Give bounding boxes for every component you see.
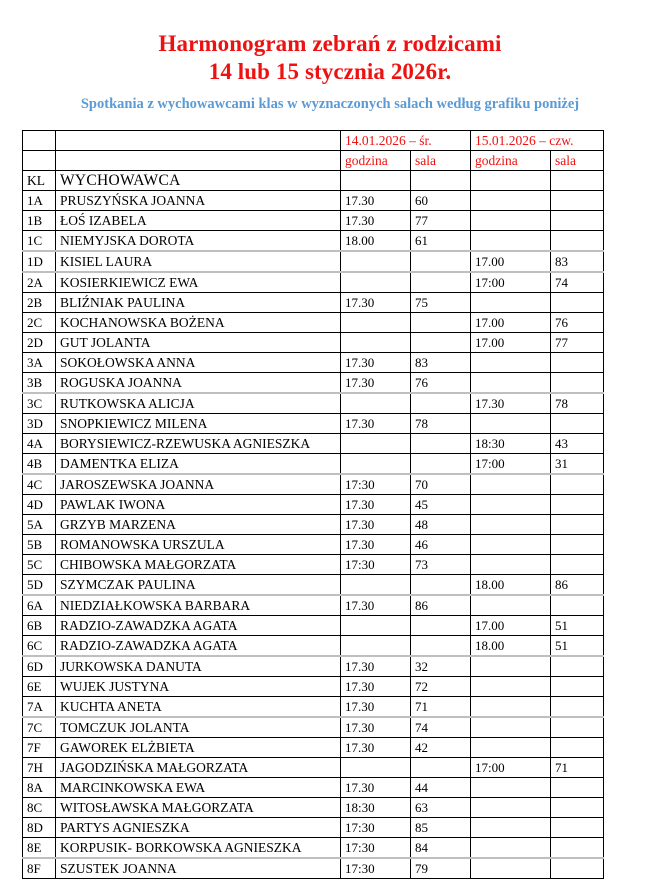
table-row — [23, 393, 604, 414]
room-day1-cell: 77 — [411, 211, 471, 231]
room-day2-cell — [551, 778, 604, 798]
hour-day2-cell: 17:00 — [471, 272, 551, 293]
teacher-cell: JAGODZIŃSKA MAŁGORZATA — [56, 758, 341, 778]
document-subtitle: Spotkania z wychowawcami klas w wyznaczonych salach według grafiku poniżej — [80, 96, 580, 112]
header-blank-s2 — [551, 171, 604, 191]
header-blank-teacher — [56, 131, 341, 151]
class-cell: 6A — [23, 595, 56, 616]
teacher-cell: SZUSTEK JOANNA — [56, 858, 341, 879]
class-cell: 1C — [23, 231, 56, 252]
hour-day1-cell: 17.30 — [341, 656, 411, 677]
room-day2-cell: 51 — [551, 636, 604, 657]
room-day2-cell — [551, 535, 604, 555]
room-day2-cell — [551, 211, 604, 231]
table-row — [23, 231, 604, 252]
teacher-cell: PAWLAK IWONA — [56, 495, 341, 515]
class-cell: 6D — [23, 656, 56, 677]
hour-day2-cell: 18:30 — [471, 434, 551, 454]
room-day1-cell: 73 — [411, 555, 471, 575]
teacher-cell: PRUSZYŃSKA JOANNA — [56, 191, 341, 211]
hour-day1-cell: 18:30 — [341, 798, 411, 818]
teacher-cell: ROGUSKA JOANNA — [56, 373, 341, 394]
room-day2-cell — [551, 656, 604, 677]
hour-day1-cell: 17:30 — [341, 818, 411, 838]
teacher-cell: SOKOŁOWSKA ANNA — [56, 353, 341, 373]
hour-day2-cell — [471, 474, 551, 495]
table-row — [23, 272, 604, 293]
header-blank-s1 — [411, 171, 471, 191]
room-day1-cell — [411, 575, 471, 596]
room-day1-cell: 79 — [411, 858, 471, 879]
hour-day1-cell: 17.30 — [341, 495, 411, 515]
room-day1-cell — [411, 272, 471, 293]
hour-day2-cell — [471, 353, 551, 373]
table-row — [23, 474, 604, 495]
hour-day1-cell: 17.30 — [341, 353, 411, 373]
class-cell: 8C — [23, 798, 56, 818]
table-row — [23, 595, 604, 616]
room-day2-cell — [551, 414, 604, 434]
room-day1-cell: 86 — [411, 595, 471, 616]
hour-day2-cell — [471, 211, 551, 231]
class-cell: 8D — [23, 818, 56, 838]
hour-day1-cell: 17.30 — [341, 595, 411, 616]
class-cell: 6B — [23, 616, 56, 636]
room-day1-cell: 71 — [411, 697, 471, 718]
room-day1-cell — [411, 251, 471, 272]
header-day-2: 15.01.2026 – czw. — [471, 131, 604, 151]
hour-day1-cell: 17.30 — [341, 211, 411, 231]
room-day2-cell: 78 — [551, 393, 604, 414]
room-day1-cell: 75 — [411, 293, 471, 313]
teacher-cell: GUT JOLANTA — [56, 333, 341, 353]
table-row — [23, 515, 604, 535]
teacher-cell: RUTKOWSKA ALICJA — [56, 393, 341, 414]
table-body — [23, 191, 604, 879]
hour-day2-cell: 18.00 — [471, 575, 551, 596]
table-row — [23, 636, 604, 657]
hour-day1-cell — [341, 333, 411, 353]
class-cell: 6C — [23, 636, 56, 657]
hour-day1-cell — [341, 636, 411, 657]
hour-day2-cell — [471, 293, 551, 313]
class-cell: 7C — [23, 717, 56, 738]
room-day1-cell: 70 — [411, 474, 471, 495]
teacher-cell: KISIEL LAURA — [56, 251, 341, 272]
table-row — [23, 555, 604, 575]
hour-day1-cell — [341, 758, 411, 778]
hour-day2-cell — [471, 555, 551, 575]
header-blank-h2 — [471, 171, 551, 191]
room-day1-cell: 60 — [411, 191, 471, 211]
hour-day2-cell — [471, 373, 551, 394]
title-block — [0, 0, 660, 86]
room-day1-cell — [411, 434, 471, 454]
teacher-cell: SNOPKIEWICZ MILENA — [56, 414, 341, 434]
teacher-cell: KORPUSIK- BORKOWSKA AGNIESZKA — [56, 838, 341, 859]
room-day1-cell: 61 — [411, 231, 471, 252]
class-cell: 2A — [23, 272, 56, 293]
table-row — [23, 778, 604, 798]
table-row — [23, 211, 604, 231]
teacher-cell: KUCHTA ANETA — [56, 697, 341, 718]
teacher-cell: NIEMYJSKA DOROTA — [56, 231, 341, 252]
table-row — [23, 293, 604, 313]
teacher-cell: MARCINKOWSKA EWA — [56, 778, 341, 798]
teacher-cell: ŁOŚ IZABELA — [56, 211, 341, 231]
header-teacher-label: WYCHOWAWCA — [56, 171, 341, 191]
room-day2-cell — [551, 717, 604, 738]
hour-day2-cell — [471, 595, 551, 616]
room-day1-cell: 83 — [411, 353, 471, 373]
teacher-cell: DAMENTKA ELIZA — [56, 454, 341, 475]
room-day2-cell — [551, 495, 604, 515]
room-day2-cell: 31 — [551, 454, 604, 475]
hour-day1-cell — [341, 251, 411, 272]
room-day1-cell: 63 — [411, 798, 471, 818]
hour-day1-cell: 17:30 — [341, 474, 411, 495]
hour-day2-cell — [471, 231, 551, 252]
hour-day2-cell — [471, 697, 551, 718]
schedule-table-wrapper — [22, 130, 603, 879]
hour-day1-cell: 17.30 — [341, 677, 411, 697]
room-day1-cell: 72 — [411, 677, 471, 697]
room-day2-cell: 77 — [551, 333, 604, 353]
class-cell: 2C — [23, 313, 56, 333]
room-day1-cell — [411, 636, 471, 657]
hour-day1-cell: 17.30 — [341, 293, 411, 313]
teacher-cell: TOMCZUK JOLANTA — [56, 717, 341, 738]
room-day1-cell — [411, 616, 471, 636]
class-cell: 7F — [23, 738, 56, 758]
hour-day2-cell — [471, 414, 551, 434]
hour-day2-cell — [471, 495, 551, 515]
hour-day1-cell: 17.30 — [341, 738, 411, 758]
hour-day1-cell: 17:30 — [341, 838, 411, 859]
table-row — [23, 434, 604, 454]
hour-day1-cell: 17.30 — [341, 191, 411, 211]
table-row — [23, 575, 604, 596]
teacher-cell: CHIBOWSKA MAŁGORZATA — [56, 555, 341, 575]
hour-day1-cell: 17.30 — [341, 697, 411, 718]
table-head — [23, 131, 604, 191]
hour-day2-cell — [471, 191, 551, 211]
table-row — [23, 677, 604, 697]
room-day2-cell — [551, 515, 604, 535]
teacher-cell: WUJEK JUSTYNA — [56, 677, 341, 697]
header-blank-teacher-2 — [56, 151, 341, 171]
hour-day1-cell — [341, 434, 411, 454]
hour-day2-cell: 17:00 — [471, 758, 551, 778]
hour-day1-cell: 17.30 — [341, 515, 411, 535]
hour-day2-cell: 17.00 — [471, 333, 551, 353]
room-day2-cell: 71 — [551, 758, 604, 778]
table-row — [23, 656, 604, 677]
class-cell: 8E — [23, 838, 56, 859]
header-blank-class-2 — [23, 151, 56, 171]
room-day2-cell: 74 — [551, 272, 604, 293]
document-title-line-1: Harmonogram zebrań z rodzicami — [158, 31, 502, 56]
room-day2-cell — [551, 555, 604, 575]
hour-day1-cell: 17:30 — [341, 555, 411, 575]
hour-day2-cell: 17.30 — [471, 393, 551, 414]
table-row — [23, 251, 604, 272]
room-day2-cell — [551, 838, 604, 859]
room-day1-cell: 76 — [411, 373, 471, 394]
room-day1-cell: 85 — [411, 818, 471, 838]
hour-day2-cell — [471, 656, 551, 677]
class-cell: 4C — [23, 474, 56, 495]
hour-day1-cell — [341, 393, 411, 414]
teacher-cell: KOSIERKIEWICZ EWA — [56, 272, 341, 293]
room-day2-cell — [551, 191, 604, 211]
teacher-cell: WITOSŁAWSKA MAŁGORZATA — [56, 798, 341, 818]
hour-day1-cell — [341, 272, 411, 293]
hour-day2-cell — [471, 535, 551, 555]
hour-day2-cell: 17.00 — [471, 313, 551, 333]
hour-day2-cell: 17.00 — [471, 616, 551, 636]
table-row — [23, 717, 604, 738]
room-day2-cell — [551, 231, 604, 252]
table-row — [23, 313, 604, 333]
teacher-cell: RADZIO-ZAWADZKA AGATA — [56, 636, 341, 657]
table-row — [23, 758, 604, 778]
header-blank-class — [23, 131, 56, 151]
hour-day1-cell: 17.30 — [341, 414, 411, 434]
class-cell: 1A — [23, 191, 56, 211]
room-day1-cell: 32 — [411, 656, 471, 677]
class-cell: 3C — [23, 393, 56, 414]
header-day-1: 14.01.2026 – śr. — [341, 131, 471, 151]
room-day1-cell: 45 — [411, 495, 471, 515]
table-row — [23, 191, 604, 211]
table-row — [23, 373, 604, 394]
teacher-cell: BORYSIEWICZ-RZEWUSKA AGNIESZKA — [56, 434, 341, 454]
table-row — [23, 798, 604, 818]
room-day1-cell: 44 — [411, 778, 471, 798]
hour-day2-cell — [471, 515, 551, 535]
hour-day1-cell — [341, 454, 411, 475]
document-title-line-2: 14 lub 15 stycznia 2026r. — [208, 59, 452, 84]
hour-day1-cell: 17.30 — [341, 778, 411, 798]
class-cell: 5B — [23, 535, 56, 555]
room-day2-cell — [551, 595, 604, 616]
class-cell: 1D — [23, 251, 56, 272]
hour-day1-cell — [341, 616, 411, 636]
hour-day1-cell: 17.30 — [341, 717, 411, 738]
room-day2-cell — [551, 818, 604, 838]
hour-day2-cell — [471, 798, 551, 818]
table-row — [23, 333, 604, 353]
room-day1-cell: 48 — [411, 515, 471, 535]
room-day2-cell: 51 — [551, 616, 604, 636]
class-cell: 4D — [23, 495, 56, 515]
room-day2-cell — [551, 474, 604, 495]
room-day1-cell: 46 — [411, 535, 471, 555]
class-cell: 4B — [23, 454, 56, 475]
header-hour-1: godzina — [341, 151, 411, 171]
teacher-cell: SZYMCZAK PAULINA — [56, 575, 341, 596]
hour-day1-cell: 18.00 — [341, 231, 411, 252]
teacher-cell: JURKOWSKA DANUTA — [56, 656, 341, 677]
hour-day1-cell: 17:30 — [341, 858, 411, 879]
room-day1-cell — [411, 454, 471, 475]
header-row-dates — [23, 131, 604, 151]
class-cell: 5C — [23, 555, 56, 575]
header-room-1: sala — [411, 151, 471, 171]
class-cell: 7H — [23, 758, 56, 778]
teacher-cell: JAROSZEWSKA JOANNA — [56, 474, 341, 495]
hour-day2-cell: 17:00 — [471, 454, 551, 475]
hour-day2-cell — [471, 838, 551, 859]
header-row-labels — [23, 171, 604, 191]
room-day2-cell — [551, 738, 604, 758]
table-row — [23, 858, 604, 879]
teacher-cell: RADZIO-ZAWADZKA AGATA — [56, 616, 341, 636]
header-room-2: sala — [551, 151, 604, 171]
table-row — [23, 495, 604, 515]
room-day1-cell: 78 — [411, 414, 471, 434]
teacher-cell: KOCHANOWSKA BOŻENA — [56, 313, 341, 333]
room-day1-cell — [411, 393, 471, 414]
room-day1-cell: 42 — [411, 738, 471, 758]
header-hour-2: godzina — [471, 151, 551, 171]
table-row — [23, 414, 604, 434]
table-row — [23, 738, 604, 758]
room-day2-cell: 76 — [551, 313, 604, 333]
hour-day2-cell — [471, 778, 551, 798]
table-row — [23, 697, 604, 718]
teacher-cell: GAWOREK ELŻBIETA — [56, 738, 341, 758]
class-cell: 2B — [23, 293, 56, 313]
header-blank-h1 — [341, 171, 411, 191]
hour-day2-cell: 17.00 — [471, 251, 551, 272]
teacher-cell: PARTYS AGNIESZKA — [56, 818, 341, 838]
teacher-cell: GRZYB MARZENA — [56, 515, 341, 535]
hour-day2-cell: 18.00 — [471, 636, 551, 657]
room-day1-cell — [411, 313, 471, 333]
hour-day1-cell — [341, 313, 411, 333]
room-day2-cell — [551, 677, 604, 697]
teacher-cell: BLIŹNIAK PAULINA — [56, 293, 341, 313]
hour-day2-cell — [471, 677, 551, 697]
hour-day1-cell: 17.30 — [341, 535, 411, 555]
room-day2-cell — [551, 798, 604, 818]
hour-day2-cell — [471, 738, 551, 758]
header-row-subcolumns — [23, 151, 604, 171]
room-day2-cell — [551, 373, 604, 394]
room-day2-cell — [551, 353, 604, 373]
class-cell: 5A — [23, 515, 56, 535]
class-cell: 7A — [23, 697, 56, 718]
hour-day2-cell — [471, 818, 551, 838]
teacher-cell: NIEDZIAŁKOWSKA BARBARA — [56, 595, 341, 616]
class-cell: 3A — [23, 353, 56, 373]
room-day1-cell: 84 — [411, 838, 471, 859]
room-day2-cell — [551, 293, 604, 313]
hour-day2-cell — [471, 717, 551, 738]
hour-day2-cell — [471, 858, 551, 879]
room-day1-cell: 74 — [411, 717, 471, 738]
table-row — [23, 454, 604, 475]
room-day2-cell: 86 — [551, 575, 604, 596]
class-cell: 5D — [23, 575, 56, 596]
room-day1-cell — [411, 333, 471, 353]
room-day2-cell: 83 — [551, 251, 604, 272]
room-day2-cell — [551, 858, 604, 879]
room-day2-cell — [551, 697, 604, 718]
class-cell: 4A — [23, 434, 56, 454]
hour-day1-cell — [341, 575, 411, 596]
class-cell: 3D — [23, 414, 56, 434]
class-cell: 2D — [23, 333, 56, 353]
table-row — [23, 616, 604, 636]
teacher-cell: ROMANOWSKA URSZULA — [56, 535, 341, 555]
header-class-label: KL — [23, 171, 56, 191]
class-cell: 8A — [23, 778, 56, 798]
hour-day1-cell: 17.30 — [341, 373, 411, 394]
schedule-table — [22, 130, 604, 879]
table-row — [23, 818, 604, 838]
class-cell: 8F — [23, 858, 56, 879]
room-day1-cell — [411, 758, 471, 778]
room-day2-cell: 43 — [551, 434, 604, 454]
table-row — [23, 838, 604, 859]
class-cell: 3B — [23, 373, 56, 394]
table-row — [23, 535, 604, 555]
table-row — [23, 353, 604, 373]
class-cell: 6E — [23, 677, 56, 697]
class-cell: 1B — [23, 211, 56, 231]
